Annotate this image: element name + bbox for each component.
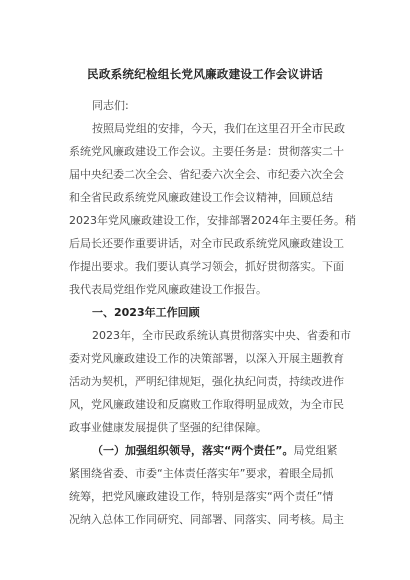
subsection-line: 况纳入总体工作同研究、同部署、同落实、同考核。局主 [69, 513, 344, 526]
intro-line: 按照局党组的安排，今天，我们在这里召开全市民政 [92, 122, 345, 135]
review-line: 活动为契机，严明纪律规矩，强化执纪问责，持续改进作 [69, 375, 344, 388]
intro-line: 系统党风廉政建设工作会议。主要任务是：贯彻落实二十 [69, 145, 344, 158]
review-line: 风，党风廉政建设和反腐败工作取得明显成效，为全市民 [69, 398, 344, 411]
salutation: 同志们: [92, 99, 129, 112]
subsection-heading-continuation: 局党组紧 [293, 444, 338, 457]
intro-line: 2023年党风廉政建设工作，安排部署2024年主要任务。稍 [69, 214, 356, 227]
intro-line: 届中央纪委二次全会、省纪委六次全会、市纪委六次全会 [69, 168, 344, 181]
review-line: 委对党风廉政建设工作的决策部署，以深入开展主题教育 [69, 352, 344, 365]
subsection-line: 紧围绕省委、市委“主体责任落实年”要求，着眼全局抓 [69, 467, 334, 480]
section-heading: 一、2023年工作回顾 [92, 306, 200, 319]
document-title: 民政系统纪检组长党风廉政建设工作会议讲话 [87, 67, 323, 81]
subsection-first-line [92, 444, 337, 457]
subsection-heading: （一）加强组织领导，落实“两个责任”。 [92, 444, 294, 457]
intro-line: 作提出要求。我们要认真学习领会，抓好贯彻落实。下面 [69, 260, 344, 273]
subsection-line: 统筹，把党风廉政建设工作，特别是落实“两个责任”情 [69, 490, 334, 503]
intro-line: 和全省民政系统党风廉政建设工作会议精神，回顾总结 [69, 191, 333, 204]
review-line: 政事业健康发展提供了坚强的纪律保障。 [69, 421, 267, 434]
intro-line: 我代表局党组作党风廉政建设工作报告。 [69, 283, 267, 296]
intro-line: 后局长还要作重要讲话，对全市民政系统党风廉政建设工 [69, 237, 344, 250]
review-line: 2023年，全市民政系统认真贯彻落实中央、省委和市 [92, 329, 351, 342]
